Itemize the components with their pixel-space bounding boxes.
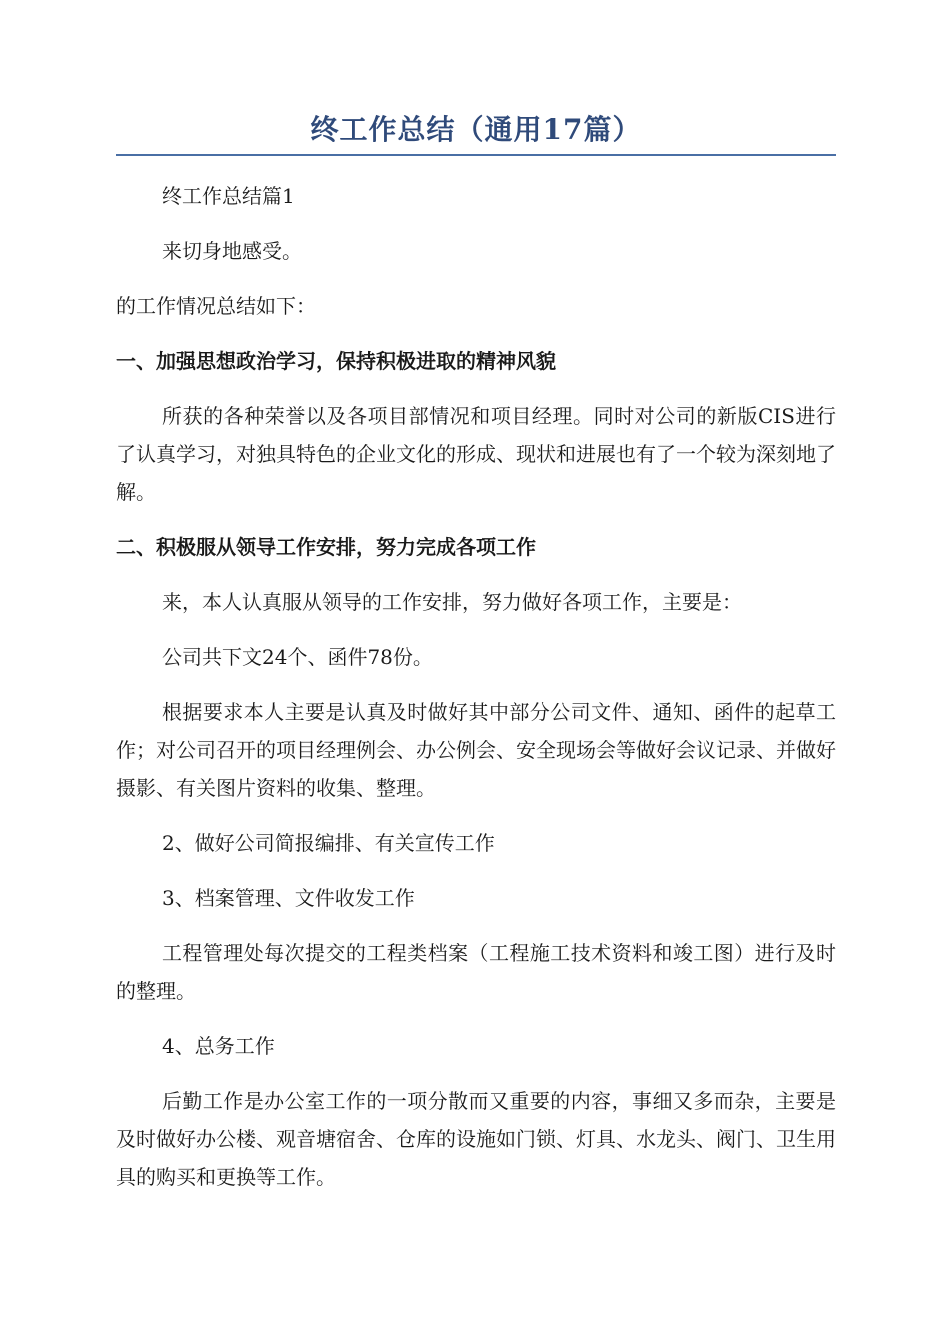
paragraph-logistics: 后勤工作是办公室工作的一项分散而又重要的内容，事细又多而杂，主要是及时做好办公楼、观音塘宿舍、仓库的设施如门锁、灯具、水龙头、阀门、卫生用具的购买和更换等工作。 xyxy=(116,1089,836,1189)
section-heading-2: 二、积极服从领导工作安排，努力完成各项工作 xyxy=(116,535,536,559)
paragraph-heading-part1: 终工作总结篇1 xyxy=(162,184,295,208)
paragraph-honors: 所获的各种荣誉以及各项目部情况和项目经理。同时对公司的新版CIS进行了认真学习，对独具特色的企业文化的形成、现状和进展也有了一个较为深刻地了解。 xyxy=(116,404,836,504)
paragraph-summary-intro: 的工作情况总结如下： xyxy=(116,294,316,318)
document-page xyxy=(116,110,836,1196)
paragraph-obey-leadership: 来，本人认真服从领导的工作安排，努力做好各项工作，主要是： xyxy=(162,590,742,614)
document-title: 终工作总结（通用17篇） xyxy=(116,110,836,156)
section-heading-1: 一、加强思想政治学习，保持积极进取的精神风貌 xyxy=(116,349,556,373)
list-item-archives: 3、档案管理、文件收发工作 xyxy=(162,886,415,910)
list-item-general-affairs: 4、总务工作 xyxy=(162,1034,275,1058)
paragraph-drafting: 根据要求本人主要是认真及时做好其中部分公司文件、通知、函件的起草工作；对公司召开的项目经理例会、办公例会、安全现场会等做好会议记录、并做好摄影、有关图片资料的收集、整理。 xyxy=(116,700,836,800)
paragraph-documents-count: 公司共下文24个、函件78份。 xyxy=(162,645,433,669)
paragraph-feeling: 来切身地感受。 xyxy=(162,239,302,263)
paragraph-engineering-archives: 工程管理处每次提交的工程类档案（工程施工技术资料和竣工图）进行及时的整理。 xyxy=(116,941,836,1003)
list-item-briefing: 2、做好公司简报编排、有关宣传工作 xyxy=(162,831,495,855)
